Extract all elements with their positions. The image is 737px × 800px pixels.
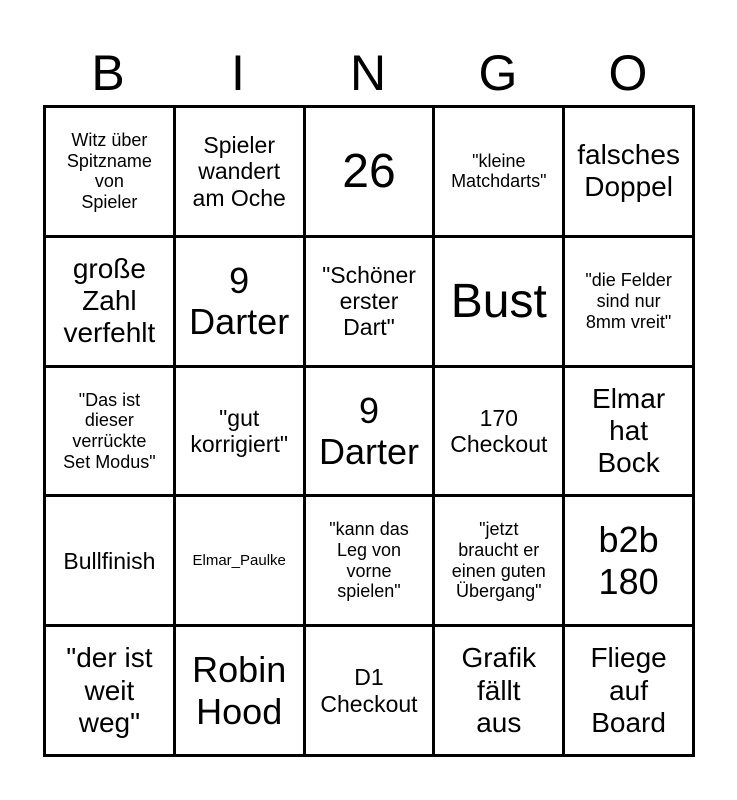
bingo-cell-r2c2[interactable]: 9 Darter — [176, 238, 303, 365]
bingo-cell-r3c2[interactable]: "gut korrigiert" — [176, 368, 303, 495]
bingo-cell-r2c5[interactable]: "die Felder sind nur 8mm vreit" — [565, 238, 692, 365]
header-letter-g: G — [478, 45, 518, 101]
bingo-cell-r4c3[interactable]: "kann das Leg von vorne spielen" — [306, 497, 433, 624]
header-letter-o: O — [608, 45, 648, 101]
header-letter-n: N — [349, 45, 387, 101]
bingo-cell-r2c4[interactable]: Bust — [435, 238, 562, 365]
bingo-cell-r5c4[interactable]: Grafik fällt aus — [435, 627, 562, 754]
header-letter-i: I — [231, 45, 245, 101]
bingo-cell-r2c3[interactable]: "Schöner erster Dart" — [306, 238, 433, 365]
bingo-cell-r4c1[interactable]: Bullfinish — [46, 497, 173, 624]
bingo-cell-r5c5[interactable]: Fliege auf Board — [565, 627, 692, 754]
bingo-header — [43, 42, 695, 104]
bingo-cell-r5c2[interactable]: Robin Hood — [176, 627, 303, 754]
bingo-cell-r3c4[interactable]: 170 Checkout — [435, 368, 562, 495]
bingo-cell-r1c1[interactable]: Witz über Spitzname von Spieler — [46, 108, 173, 235]
bingo-board — [43, 105, 695, 757]
bingo-cell-r4c2[interactable]: Elmar_Paulke — [176, 497, 303, 624]
bingo-cell-r3c3[interactable]: 9 Darter — [306, 368, 433, 495]
bingo-cell-r5c1[interactable]: "der ist weit weg" — [46, 627, 173, 754]
bingo-cell-r1c5[interactable]: falsches Doppel — [565, 108, 692, 235]
bingo-cell-r4c5[interactable]: b2b 180 — [565, 497, 692, 624]
bingo-cell-r5c3[interactable]: D1 Checkout — [306, 627, 433, 754]
bingo-cell-r1c2[interactable]: Spieler wandert am Oche — [176, 108, 303, 235]
bingo-cell-r3c5[interactable]: Elmar hat Bock — [565, 368, 692, 495]
bingo-cell-r1c3[interactable]: 26 — [306, 108, 433, 235]
header-letter-b: B — [91, 45, 125, 101]
bingo-cell-r3c1[interactable]: "Das ist dieser verrückte Set Modus" — [46, 368, 173, 495]
bingo-cell-r1c4[interactable]: "kleine Matchdarts" — [435, 108, 562, 235]
bingo-cell-r2c1[interactable]: große Zahl verfehlt — [46, 238, 173, 365]
bingo-cell-r4c4[interactable]: "jetzt braucht er einen guten Übergang" — [435, 497, 562, 624]
